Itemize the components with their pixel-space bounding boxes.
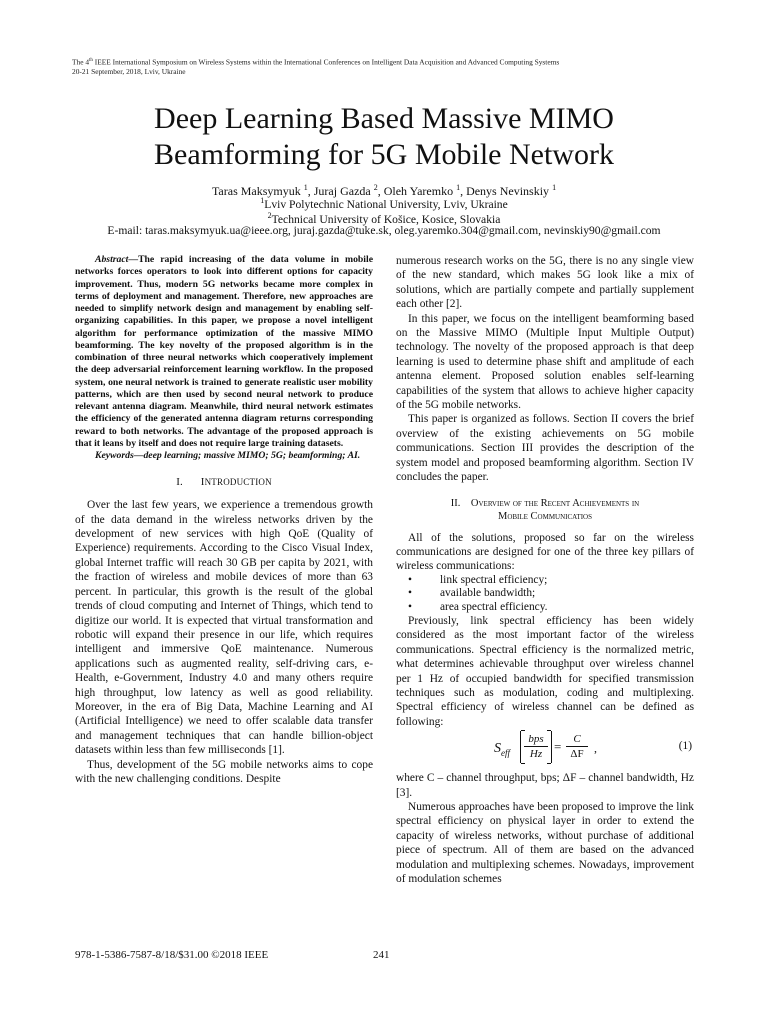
intro-paragraph-1: Over the last few years, we experience a tremendous growth of the data demand in the wireless networks driven by the development of new services with high QoE (Quality of Experience) requirements. According to the Cisco Visual Index, global Internet traffic will reach 30 GB per capita by 2021, with the fraction of wireless and mobile devices of more than 63 percent. In particular, this growth is the result of the global trends of cloud computing and Internet of Things, which tend to digitize our world. It is expected that virtual transformation and robotic will expand their presence in our life, which requires intelligent and immersive QoE maintenance. Numerous applications such as augmented reality, self-driving cars, e-Health, e-Government, Industry 4.0 and many others require high throughput, low latency as well as good reliability. Moreover, in the era of Big Data, Machine Learning and AI (Artificial Intelligence) we need to offer scalable data transfer and management techniques that can handle billion-object datasets within less than few milliseconds [1]. (75, 499, 373, 757)
keywords-text: deep learning; massive MIMO; 5G; beamforming; AI. (143, 450, 361, 461)
equation-comma: , (594, 741, 597, 756)
bullet-icon: • (408, 587, 412, 600)
unit-fraction (524, 732, 548, 761)
affiliation-text: Technical University of Košice, Kosice, Slovakia (271, 212, 501, 226)
section-number: II. (450, 497, 461, 509)
conference-line-1 (72, 56, 712, 67)
intro-paragraph-2: Thus, development of the 5G mobile networks aims to cope with the new challenging conditions. Despite (75, 758, 373, 785)
section-title-initial: I (200, 476, 205, 489)
spectral-efficiency-paragraph: Previously, link spectral efficiency has been widely considered as the most important factor of the wireless communications. Spectral efficiency is the normalized metric, what determines achievable throughput over wireless channel per 1 Hz of occupied bandwidth for specified transmission techniques such as modulation, coding and multiplexing. Spectral efficiency of wireless channel can be defined as following: (396, 614, 694, 728)
author-name: Denys Nevinskiy (466, 184, 550, 198)
conference-header (72, 56, 712, 76)
right-column (396, 254, 694, 886)
equation-subscript: eff (501, 747, 510, 758)
equals-sign: = (554, 739, 562, 755)
paper-title (0, 101, 768, 173)
author-name: Taras Maksymyuk (211, 184, 301, 198)
equation-number: (1) (678, 740, 692, 753)
intro-continued-paragraph: numerous research works on the 5G, there is no any single view of the new standard, which makes 5G look like a mix of solutions, which are partially compete and partially supplement each other [2]. (396, 255, 694, 311)
conference-line-2: 20-21 September, 2018, Lviv, Ukraine (72, 66, 186, 76)
affiliation-number: 1 (260, 196, 265, 205)
list-item (396, 574, 694, 587)
pillars-list (396, 574, 694, 614)
fraction-numerator: C (566, 732, 588, 747)
author-affiliation-mark: 1 (552, 183, 557, 192)
title-line-1: Deep Learning Based Massive MIMO (154, 102, 614, 135)
author-affiliation-mark: 1 (456, 183, 461, 192)
affiliation-text: Lviv Polytechnic National University, Lviv, Ukraine (264, 197, 508, 211)
list-item (396, 587, 694, 600)
organization-paragraph: This paper is organized as follows. Section II covers the brief overview of the existing achievements on 5G mobile communications. Section III provides the description of the system model and proposed beamforming algorithm. Section IV concludes the paper. (396, 413, 694, 484)
author-affiliation-mark: 1 (303, 183, 308, 192)
equation-lhs (494, 741, 510, 758)
rhs-fraction (566, 732, 588, 761)
abstract (75, 254, 373, 450)
bullet-icon: • (408, 573, 412, 586)
fraction-denominator: ΔF (570, 748, 584, 761)
fraction-numerator: bps (524, 732, 548, 747)
title-line-2: Beamforming for 5G Mobile Network (154, 138, 614, 171)
author-affiliation-mark: 2 (373, 183, 378, 192)
ordinal-suffix: th (89, 58, 93, 63)
section-title: Overview of the Recent Achievements in (470, 497, 640, 509)
affiliation-number: 2 (267, 211, 272, 220)
keywords-label: Keywords (95, 450, 134, 461)
section-heading-line-2: Mobile Communicatios (497, 510, 593, 522)
list-item (396, 601, 694, 614)
conference-name: IEEE International Symposium on Wireless Systems within the International Conferences on Intelligent Data Acquisition and Advanced Computing Systems (92, 57, 560, 67)
author-list: Taras Maksymyuk $^1$, Juraj Gazda $^2$, Oleh Yaremko $^1$, Denys Nevinskiy $^1$ (211, 183, 557, 198)
list-item-text: link spectral efficiency; (440, 573, 548, 586)
author-emails: E-mail: taras.maksymyuk.ua@ieee.org, juraj.gazda@tuke.sk, oleg.yaremko.304@gmail.com, nevinskiy90@gmail.com (107, 224, 661, 237)
focus-paragraph: In this paper, we focus on the intelligent beamforming based on the Massive MIMO (Multiple Input Multiple Output) technology. The novelty of the proposed approach is that deep learning is used to determine phase shift and amplitude of each antenna element. Proposed solution enables self-learning capabilities of the system that allows to achieve higher capacity of the 5G mobile networks. (396, 312, 694, 412)
pillars-paragraph: All of the solutions, proposed so far on the wireless communications are designed for one of the three key pillars of wireless communications: (396, 531, 694, 573)
bullet-icon: • (408, 600, 412, 613)
keywords (75, 450, 373, 462)
fraction-denominator: Hz (529, 748, 543, 761)
where-paragraph: where C – channel throughput, bps; ΔF – channel bandwidth, Hz [3]. (396, 772, 694, 799)
approaches-paragraph: Numerous approaches have been proposed to improve the link spectral efficiency on physical layer in order to extend the capacity of wireless networks, without purchase of additional piece of spectrum. All of them are based on the advanced modulation and multiplexing schemes. Nowadays, improvement of modulation schemes (396, 801, 694, 886)
footer-isbn: 978-1-5386-7587-8/18/$31.00 ©2018 IEEE (75, 949, 269, 961)
abstract-text: The rapid increasing of the data volume in mobile networks forces operators to look into different options for capacity improvement. Thus, modern 5G networks became more complex in terms of deployment and management. Therefore, new approaches are needed to simplify network design and management by enabling self-organizing capabilities. In this paper, we propose a novel intelligent algorithm for performance optimization of the massive MIMO beamforming. The key novelty of the proposed algorithm is in the combination of three neural networks which cooperatively implement the deep adversarial reinforcement learning workflow. In the proposed system, one neural network is trained to generate realistic user mobility patterns, which are then used by second neural network to produce relevant antenna diagram. Meanwhile, third neural network estimates the efficiency of the generated antenna diagram returns corresponding reward to both networks. The advantage of the proposed approach is that it leans by itself and does not require large training datasets. (75, 254, 373, 449)
conference-edition: The 4 (72, 57, 90, 67)
equation-symbol: S (494, 741, 501, 757)
abstract-dash: — (128, 254, 139, 265)
section-title-rest: NTRODUCTION (204, 477, 272, 488)
section-heading-introduction (75, 476, 373, 489)
left-column (75, 254, 373, 786)
equation-1 (396, 731, 694, 769)
section-heading-line-1 (396, 497, 694, 510)
list-item-text: area spectral efficiency. (440, 600, 548, 613)
keywords-dash: — (133, 450, 144, 461)
author-name: Oleh Yaremko (383, 184, 454, 198)
list-item-text: available bandwidth; (440, 587, 536, 600)
abstract-label: Abstract (95, 254, 129, 265)
page-number: 241 (373, 949, 390, 961)
section-number: I. (176, 476, 184, 489)
author-name: Juraj Gazda (313, 184, 371, 198)
section-heading-overview (396, 497, 694, 523)
